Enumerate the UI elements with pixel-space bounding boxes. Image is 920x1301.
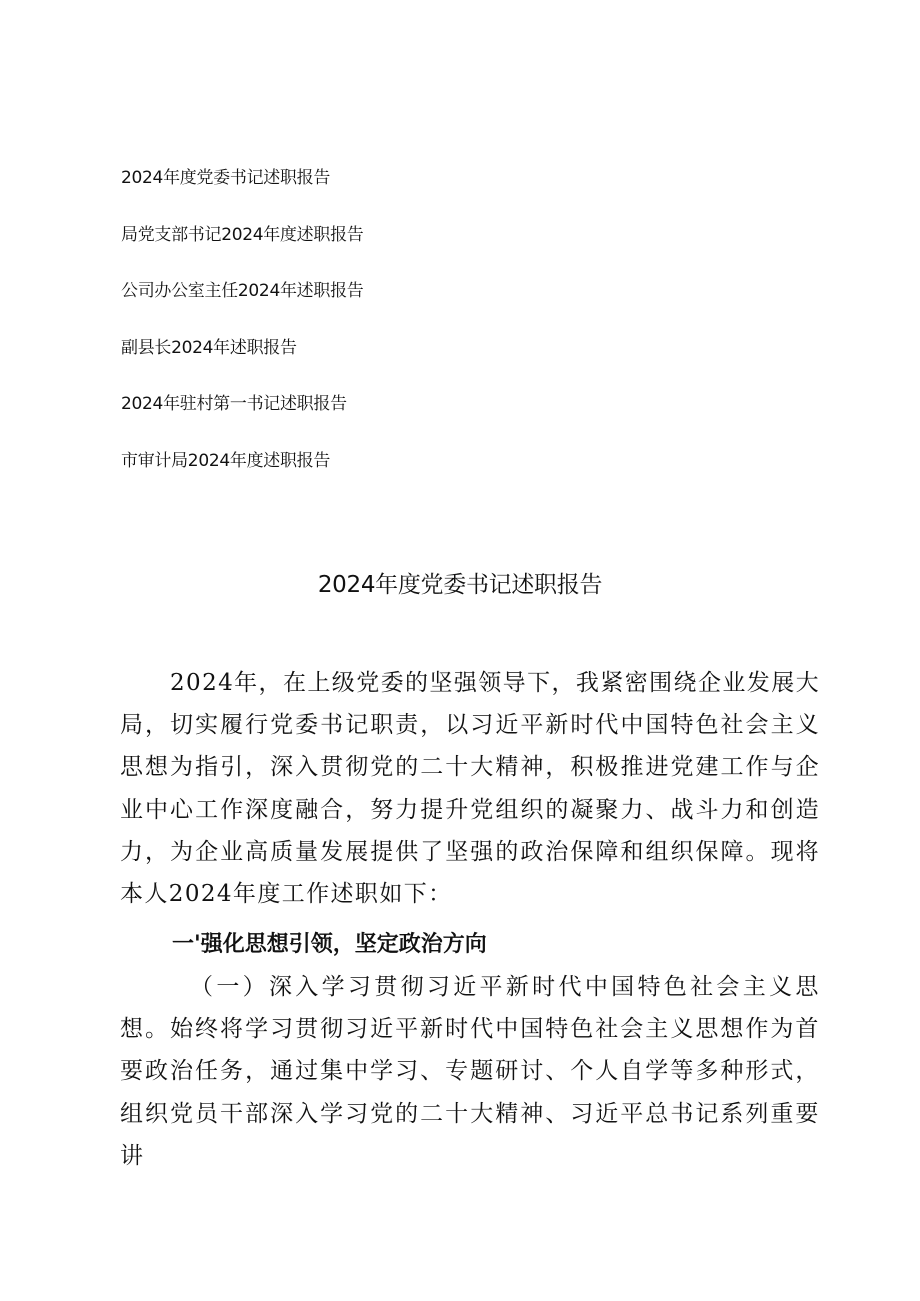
section-paragraph: （一）深入学习贯彻习近平新时代中国特色社会主义思想。始终将学习贯彻习近平新时代中国特色社会主义思想作为首要政治任务，通过集中学习、专题研讨、个人自学等多种形式，组织党员干部深入学习党的二十大精神、习近平总书记系列重要讲 [120,974,820,1169]
table-of-contents [121,166,721,506]
section-heading: 一'强化思想引领，坚定政治方向 [172,932,487,957]
toc-item: 市审计局2024年度述职报告 [121,450,331,471]
intro-paragraph: 2024年，在上级党委的坚强领导下，我紧密围绕企业发展大局，切实履行党委书记职责，以习近平新时代中国特色社会主义思想为指引，深入贯彻党的二十大精神，积极推进党建工作与企业中心工作深度融合，努力提升党组织的凝聚力、战斗力和创造力，为企业高质量发展提供了坚强的政治保障和组织保障。现将本人2024年度工作述职如下： [120,670,820,908]
toc-item: 2024年驻村第一书记述职报告 [121,394,347,415]
toc-item: 2024年度党委书记述职报告 [121,168,331,188]
document-title: 2024年度党委书记述职报告 [317,572,603,598]
toc-item: 局党支部书记2024年度述职报告 [121,224,364,245]
toc-item: 公司办公室主任2024年述职报告 [121,281,364,302]
toc-item: 副县长2024年述职报告 [121,337,297,358]
